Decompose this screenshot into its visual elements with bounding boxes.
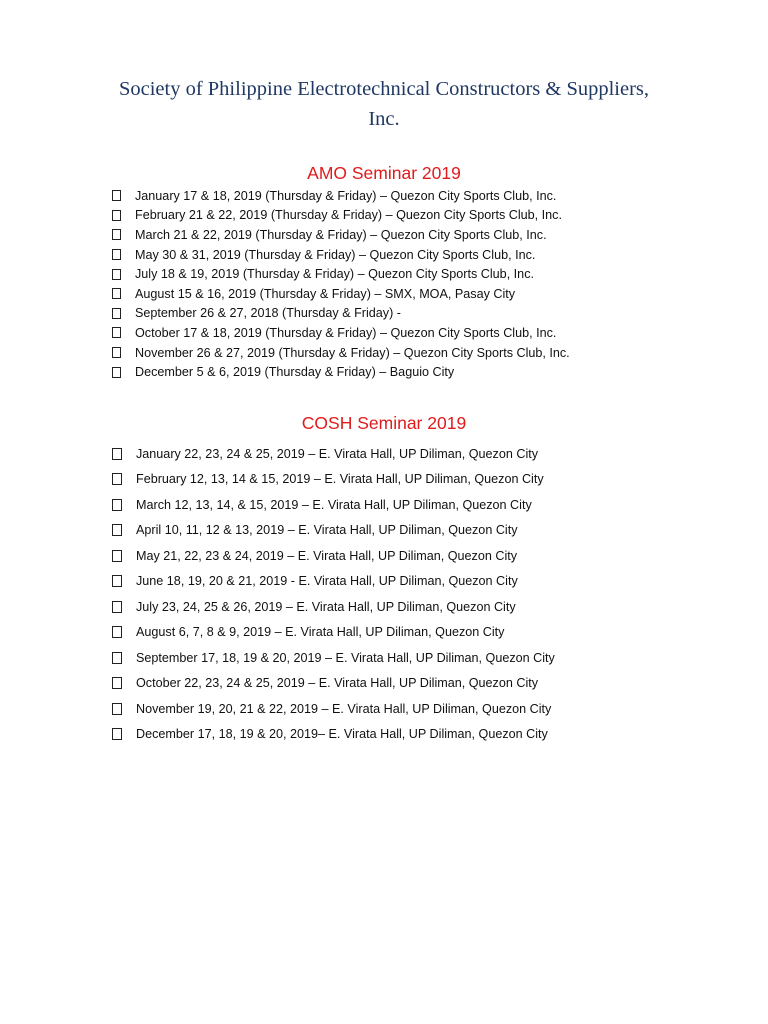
list-item-text: June 18, 19, 20 & 21, 2019 - E. Virata Hall, UP Diliman, Quezon City (136, 574, 518, 589)
list-item-text: September 26 & 27, 2018 (Thursday & Friday) - (135, 306, 401, 321)
checkbox-icon (112, 473, 122, 485)
list-item (112, 696, 555, 722)
checkbox-icon (112, 210, 121, 221)
checkbox-icon (112, 229, 121, 240)
checkbox-icon (112, 288, 121, 299)
amo-seminar-list (112, 186, 570, 382)
checkbox-icon (112, 347, 121, 358)
list-item (112, 620, 555, 646)
checkbox-icon (112, 677, 122, 689)
list-item (112, 304, 570, 324)
list-item (112, 518, 555, 544)
checkbox-icon (112, 327, 121, 338)
list-item-text: January 17 & 18, 2019 (Thursday & Friday) – Quezon City Sports Club, Inc. (135, 188, 557, 203)
checkbox-icon (112, 448, 122, 460)
list-item (112, 441, 555, 467)
list-item-text: July 23, 24, 25 & 26, 2019 – E. Virata Hall, UP Diliman, Quezon City (136, 599, 516, 614)
checkbox-icon (112, 269, 121, 280)
cosh-seminar-list (112, 441, 555, 747)
checkbox-icon (112, 249, 121, 260)
list-item (112, 543, 555, 569)
list-item-text: February 21 & 22, 2019 (Thursday & Friday) – Quezon City Sports Club, Inc. (135, 208, 562, 223)
list-item-text: November 26 & 27, 2019 (Thursday & Friday) – Quezon City Sports Club, Inc. (135, 345, 570, 360)
page-title-line-2: Inc. (368, 108, 400, 130)
list-item-text: July 18 & 19, 2019 (Thursday & Friday) – Quezon City Sports Club, Inc. (135, 267, 534, 282)
checkbox-icon (112, 601, 122, 613)
list-item-text: January 22, 23, 24 & 25, 2019 – E. Virata Hall, UP Diliman, Quezon City (136, 446, 539, 461)
list-item-text: March 21 & 22, 2019 (Thursday & Friday) – Quezon City Sports Club, Inc. (135, 227, 547, 242)
list-item (112, 467, 555, 493)
list-item (112, 264, 570, 284)
page-title-line-1: Society of Philippine Electrotechnical Constructors & Suppliers, (118, 78, 650, 100)
checkbox-icon (112, 308, 121, 319)
list-item-text: March 12, 13, 14, & 15, 2019 – E. Virata Hall, UP Diliman, Quezon City (136, 497, 532, 512)
list-item (112, 671, 555, 697)
checkbox-icon (112, 575, 122, 587)
list-item-text: December 5 & 6, 2019 (Thursday & Friday) – Baguio City (135, 365, 455, 380)
list-item-text: October 17 & 18, 2019 (Thursday & Friday) – Quezon City Sports Club, Inc. (135, 325, 557, 340)
list-item (112, 245, 570, 265)
checkbox-icon (112, 728, 122, 740)
amo-seminar-heading: AMO Seminar 2019 (307, 163, 461, 183)
list-item-text: October 22, 23, 24 & 25, 2019 – E. Virata Hall, UP Diliman, Quezon City (136, 676, 539, 691)
checkbox-icon (112, 367, 121, 378)
list-item-text: November 19, 20, 21 & 22, 2019 – E. Virata Hall, UP Diliman, Quezon City (136, 701, 552, 716)
list-item (112, 569, 555, 595)
checkbox-icon (112, 499, 122, 511)
list-item (112, 284, 570, 304)
list-item (112, 186, 570, 206)
checkbox-icon (112, 626, 122, 638)
list-item-text: December 17, 18, 19 & 20, 2019– E. Virata Hall, UP Diliman, Quezon City (136, 727, 548, 742)
list-item (112, 323, 570, 343)
checkbox-icon (112, 550, 122, 562)
page-title (60, 74, 708, 134)
list-item (112, 343, 570, 363)
list-item (112, 594, 555, 620)
list-item-text: August 6, 7, 8 & 9, 2019 – E. Virata Hall, UP Diliman, Quezon City (136, 625, 505, 640)
checkbox-icon (112, 703, 122, 715)
list-item (112, 225, 570, 245)
list-item (112, 206, 570, 226)
checkbox-icon (112, 652, 122, 664)
list-item-text: April 10, 11, 12 & 13, 2019 – E. Virata Hall, UP Diliman, Quezon City (136, 523, 518, 538)
list-item (112, 492, 555, 518)
list-item-text: August 15 & 16, 2019 (Thursday & Friday) – SMX, MOA, Pasay City (135, 286, 516, 301)
list-item-text: February 12, 13, 14 & 15, 2019 – E. Virata Hall, UP Diliman, Quezon City (136, 472, 544, 487)
list-item-text: May 30 & 31, 2019 (Thursday & Friday) – Quezon City Sports Club, Inc. (135, 247, 536, 262)
list-item-text: September 17, 18, 19 & 20, 2019 – E. Virata Hall, UP Diliman, Quezon City (136, 650, 555, 665)
checkbox-icon (112, 524, 122, 536)
list-item-text: May 21, 22, 23 & 24, 2019 – E. Virata Hall, UP Diliman, Quezon City (136, 548, 518, 563)
cosh-seminar-heading: COSH Seminar 2019 (301, 413, 467, 433)
list-item (112, 362, 570, 382)
list-item (112, 645, 555, 671)
checkbox-icon (112, 190, 121, 201)
list-item (112, 722, 555, 748)
